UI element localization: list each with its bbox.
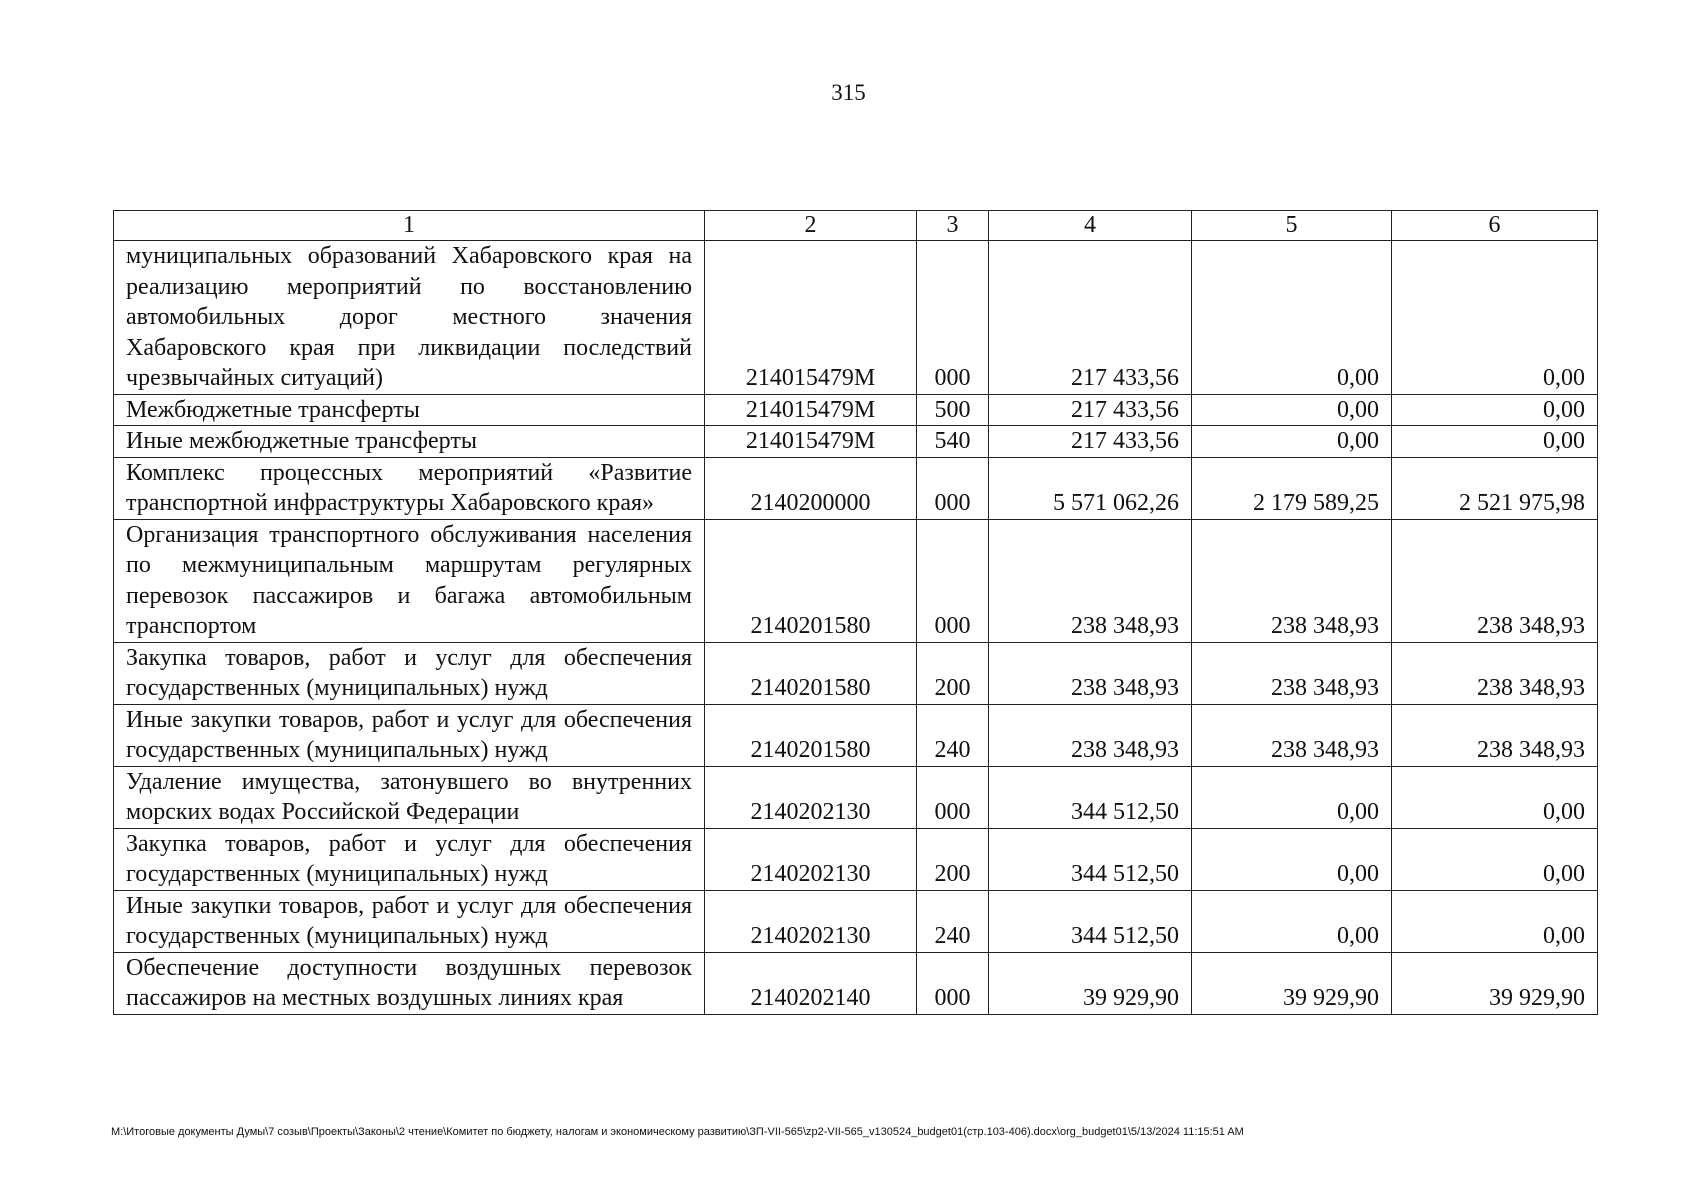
amount-col-5: 0,00 — [1192, 766, 1392, 828]
expense-type-code: 000 — [917, 952, 989, 1014]
budget-table — [113, 210, 1598, 1015]
table-row — [114, 704, 1598, 766]
amount-col-6: 238 348,93 — [1392, 642, 1598, 704]
row-description: Иные закупки товаров, работ и услуг для обеспечения государственных (муниципальных) нужд — [114, 704, 705, 766]
row-description: Организация транспортного обслуживания населения по межмуниципальным маршрутам регулярных перевозок пассажиров и багажа автомобильным транспортом — [114, 519, 705, 642]
target-article-code: 2140202130 — [705, 890, 917, 952]
amount-col-6: 238 348,93 — [1392, 704, 1598, 766]
amount-col-6: 0,00 — [1392, 241, 1598, 395]
target-article-code: 2140200000 — [705, 457, 917, 519]
table-row — [114, 426, 1598, 458]
table-row — [114, 519, 1598, 642]
amount-col-4: 344 512,50 — [989, 828, 1192, 890]
target-article-code: 2140201580 — [705, 519, 917, 642]
column-header: 6 — [1392, 211, 1598, 241]
expense-type-code: 000 — [917, 457, 989, 519]
amount-col-4: 217 433,56 — [989, 426, 1192, 458]
table-row — [114, 828, 1598, 890]
row-description: Межбюджетные трансферты — [114, 394, 705, 426]
target-article-code: 2140202130 — [705, 828, 917, 890]
amount-col-5: 39 929,90 — [1192, 952, 1392, 1014]
row-description: Удаление имущества, затонувшего во внутренних морских водах Российской Федерации — [114, 766, 705, 828]
amount-col-5: 0,00 — [1192, 828, 1392, 890]
target-article-code: 214015479М — [705, 241, 917, 395]
target-article-code: 214015479М — [705, 394, 917, 426]
amount-col-4: 344 512,50 — [989, 890, 1192, 952]
amount-col-4: 5 571 062,26 — [989, 457, 1192, 519]
amount-col-4: 238 348,93 — [989, 704, 1192, 766]
expense-type-code: 200 — [917, 642, 989, 704]
column-header: 3 — [917, 211, 989, 241]
amount-col-6: 238 348,93 — [1392, 519, 1598, 642]
target-article-code: 2140202130 — [705, 766, 917, 828]
column-header: 2 — [705, 211, 917, 241]
amount-col-4: 217 433,56 — [989, 394, 1192, 426]
table-row — [114, 241, 1598, 395]
row-description: муниципальных образований Хабаровского края на реализацию мероприятий по восстановлению автомобильных дорог местного значения Хабаровского края при ликвидации последствий чрезвычайных ситуаций) — [114, 241, 705, 395]
column-header: 4 — [989, 211, 1192, 241]
header-row — [114, 211, 1598, 241]
expense-type-code: 000 — [917, 766, 989, 828]
expense-type-code: 000 — [917, 519, 989, 642]
row-description: Обеспечение доступности воздушных перевозок пассажиров на местных воздушных линиях края — [114, 952, 705, 1014]
expense-type-code: 500 — [917, 394, 989, 426]
amount-col-5: 0,00 — [1192, 426, 1392, 458]
table-row — [114, 952, 1598, 1014]
amount-col-4: 39 929,90 — [989, 952, 1192, 1014]
amount-col-4: 217 433,56 — [989, 241, 1192, 395]
amount-col-4: 238 348,93 — [989, 642, 1192, 704]
target-article-code: 2140201580 — [705, 642, 917, 704]
document-path-footer: M:\Итоговые документы Думы\7 созыв\Проекты\Законы\2 чтение\Комитет по бюджету, налогам и экономическому развитию\ЗП-VII-565\zp2-VII-565_v130524_budget01(стр.103-406).docx\org_budget01\5/13/2024 11:15:51 AM — [111, 1126, 1244, 1138]
column-header: 1 — [114, 211, 705, 241]
amount-col-6: 0,00 — [1392, 426, 1598, 458]
expense-type-code: 240 — [917, 704, 989, 766]
amount-col-5: 0,00 — [1192, 890, 1392, 952]
row-description: Закупка товаров, работ и услуг для обеспечения государственных (муниципальных) нужд — [114, 828, 705, 890]
amount-col-6: 0,00 — [1392, 828, 1598, 890]
expense-type-code: 540 — [917, 426, 989, 458]
expense-type-code: 000 — [917, 241, 989, 395]
page-number: 315 — [831, 80, 866, 105]
amount-col-5: 2 179 589,25 — [1192, 457, 1392, 519]
amount-col-5: 238 348,93 — [1192, 642, 1392, 704]
column-header: 5 — [1192, 211, 1392, 241]
expense-type-code: 240 — [917, 890, 989, 952]
row-description: Комплекс процессных мероприятий «Развитие транспортной инфраструктуры Хабаровского края» — [114, 457, 705, 519]
amount-col-6: 0,00 — [1392, 890, 1598, 952]
expense-type-code: 200 — [917, 828, 989, 890]
row-description: Закупка товаров, работ и услуг для обеспечения государственных (муниципальных) нужд — [114, 642, 705, 704]
table-row — [114, 457, 1598, 519]
table-row — [114, 766, 1598, 828]
amount-col-5: 0,00 — [1192, 394, 1392, 426]
amount-col-6: 39 929,90 — [1392, 952, 1598, 1014]
amount-col-6: 0,00 — [1392, 766, 1598, 828]
table-row — [114, 394, 1598, 426]
amount-col-4: 238 348,93 — [989, 519, 1192, 642]
amount-col-5: 238 348,93 — [1192, 519, 1392, 642]
table-row — [114, 642, 1598, 704]
target-article-code: 2140201580 — [705, 704, 917, 766]
target-article-code: 2140202140 — [705, 952, 917, 1014]
amount-col-5: 238 348,93 — [1192, 704, 1392, 766]
row-description: Иные межбюджетные трансферты — [114, 426, 705, 458]
amount-col-5: 0,00 — [1192, 241, 1392, 395]
amount-col-6: 2 521 975,98 — [1392, 457, 1598, 519]
amount-col-6: 0,00 — [1392, 394, 1598, 426]
target-article-code: 214015479М — [705, 426, 917, 458]
table-row — [114, 890, 1598, 952]
row-description: Иные закупки товаров, работ и услуг для обеспечения государственных (муниципальных) нужд — [114, 890, 705, 952]
amount-col-4: 344 512,50 — [989, 766, 1192, 828]
